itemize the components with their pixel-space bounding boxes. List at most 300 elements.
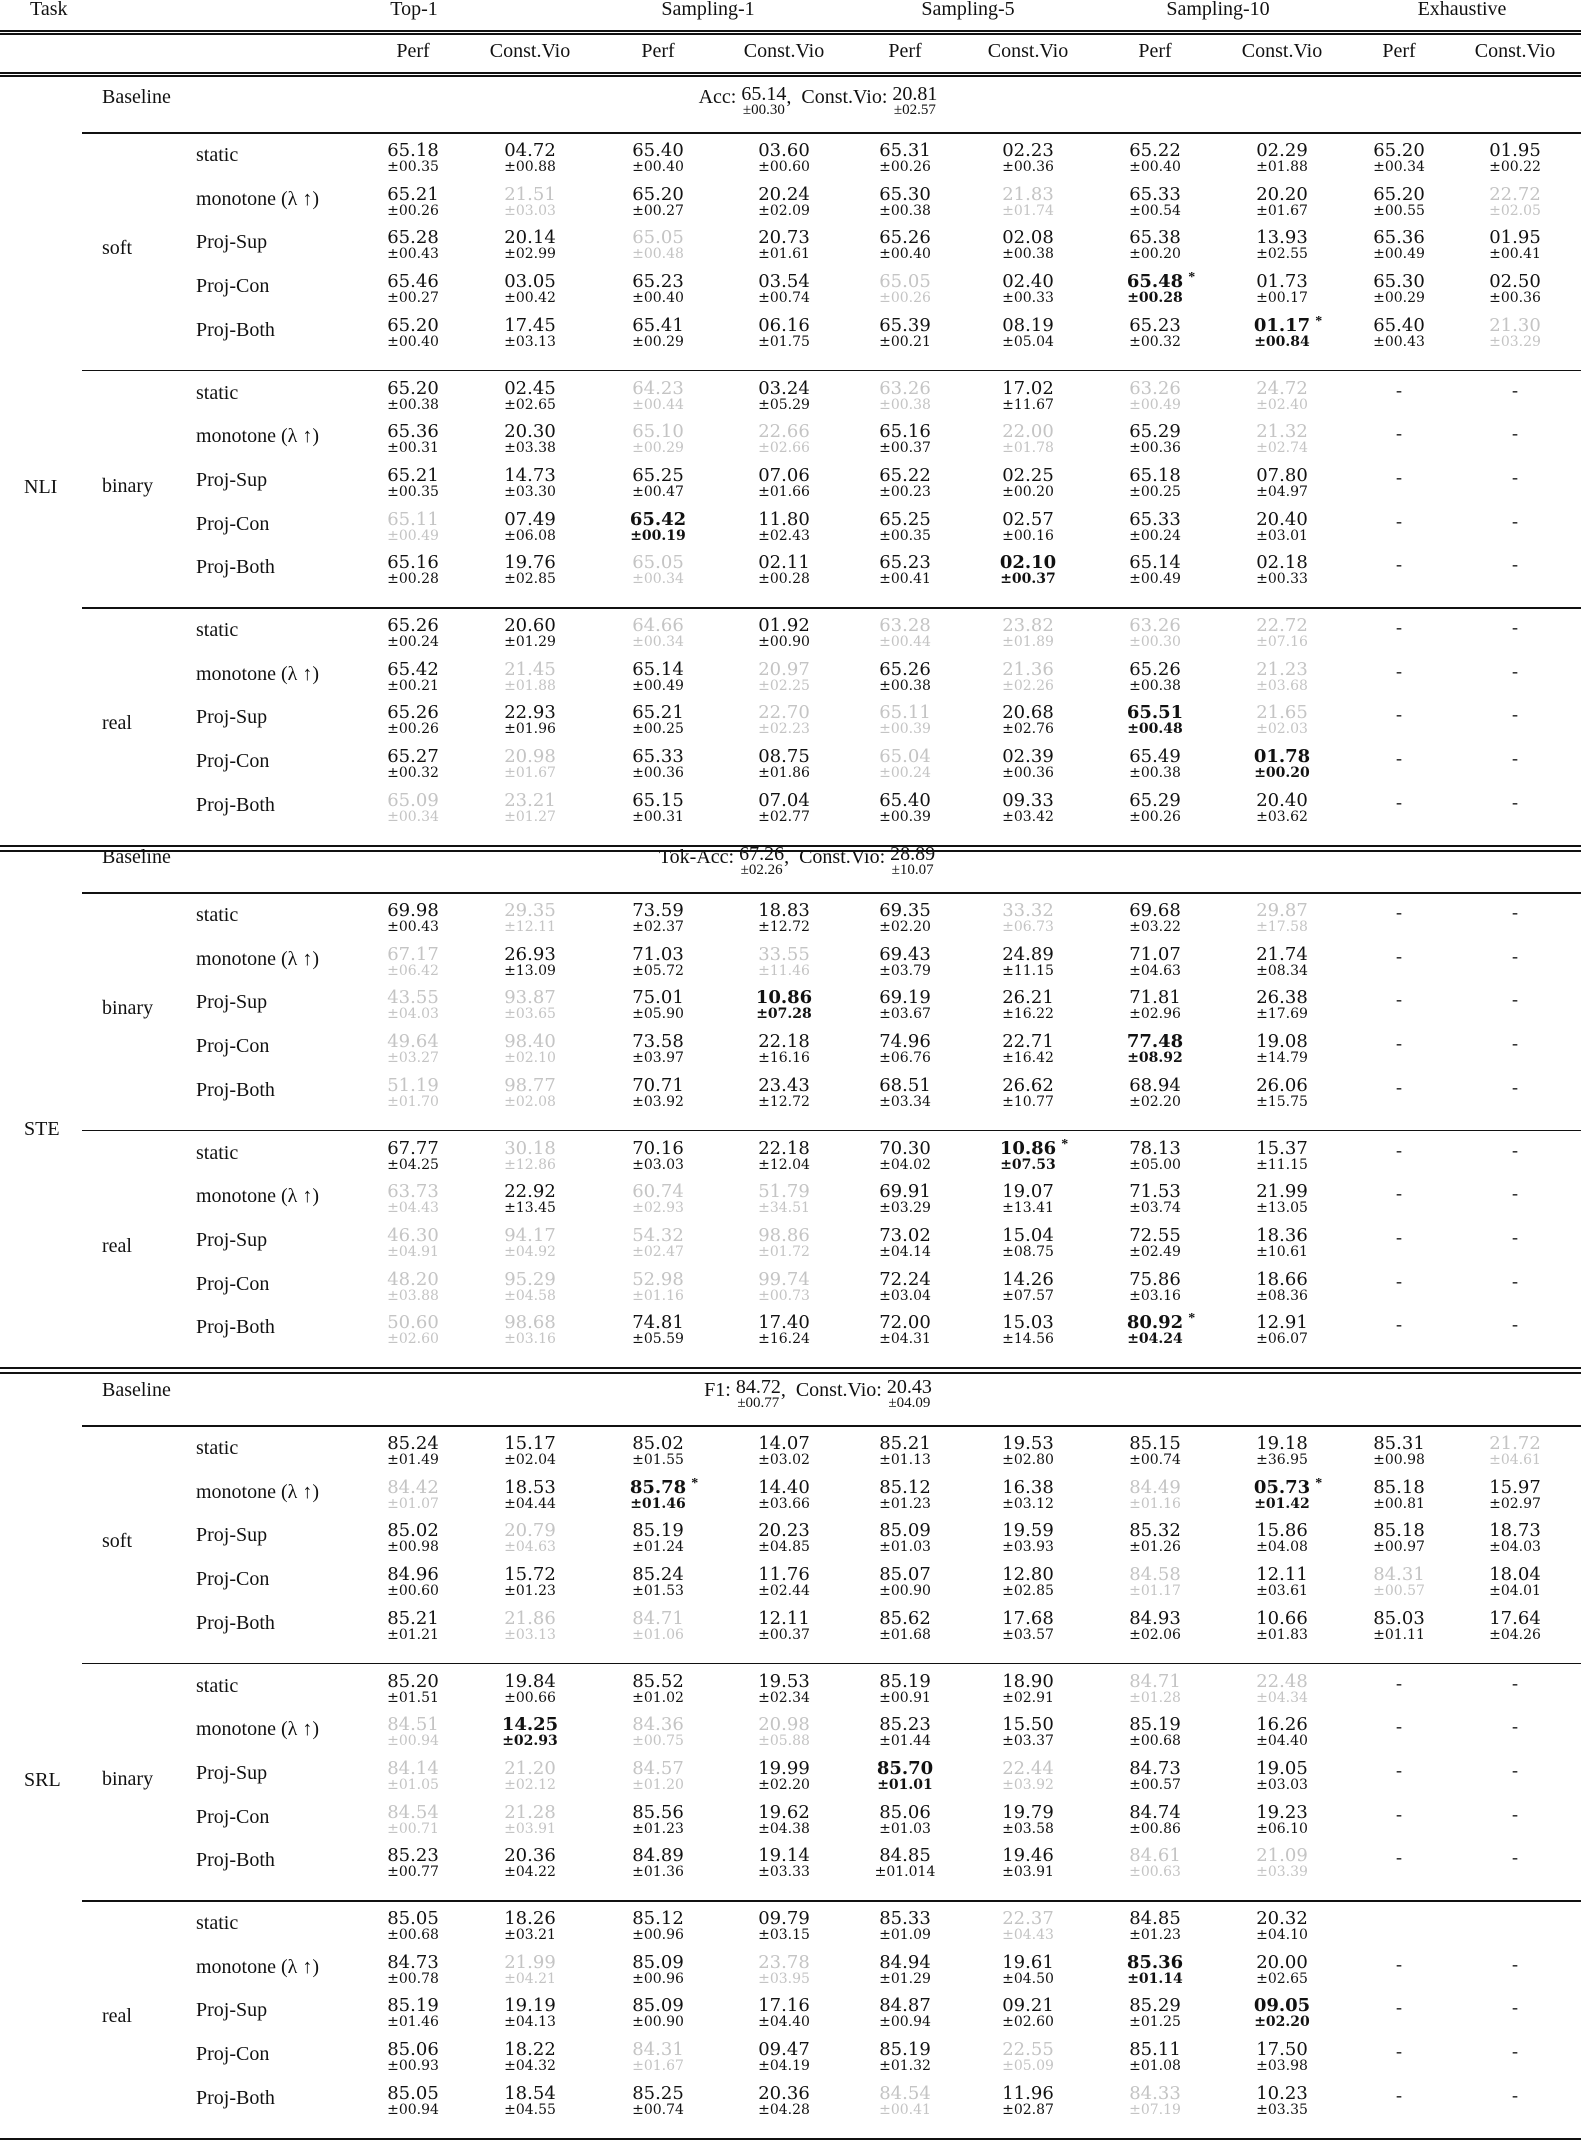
table-row xyxy=(0,1140,1581,1184)
perf-cell: 65.23 ±00.40 xyxy=(632,274,684,306)
perf-cell: 65.40 ±00.40 xyxy=(632,143,684,175)
constvio-cell: 19.53 ±02.80 xyxy=(1002,1436,1054,1468)
constvio-cell: 21.51 ±03.03 xyxy=(504,187,556,219)
perf-cell: 50.60 ±02.60 xyxy=(387,1315,439,1347)
block-real xyxy=(0,1910,1581,2129)
empty-cell-dash: - xyxy=(1396,554,1402,575)
perf-cell: 85.19 ±00.68 xyxy=(1129,1717,1181,1749)
constraint-type-label: real xyxy=(102,712,132,735)
perf-cell: 65.20 ±00.40 xyxy=(387,318,439,350)
header-constvio: Const.Vio xyxy=(988,40,1068,63)
table-row xyxy=(0,467,1581,511)
constvio-cell: 02.08 ±00.38 xyxy=(1002,230,1054,262)
perf-cell: 68.51 ±03.34 xyxy=(879,1078,931,1110)
perf-cell: 85.02 ±00.98 xyxy=(387,1523,439,1555)
constvio-cell: 17.50 ±03.98 xyxy=(1256,2042,1308,2074)
constvio-cell: 19.99 ±02.20 xyxy=(758,1761,810,1793)
perf-cell: 84.14 ±01.05 xyxy=(387,1761,439,1793)
method-label: Proj-Both xyxy=(196,794,275,817)
perf-cell: 70.71 ±03.92 xyxy=(632,1078,684,1110)
perf-cell: 63.26 ±00.49 xyxy=(1129,381,1181,413)
empty-cell-dash: - xyxy=(1512,1314,1518,1335)
perf-cell: 85.09 ±00.90 xyxy=(632,1998,684,2030)
perf-cell: 84.93 ±02.06 xyxy=(1129,1611,1181,1643)
constvio-cell: 20.79 ±04.63 xyxy=(504,1523,556,1555)
perf-cell: 84.51 ±00.94 xyxy=(387,1717,439,1749)
method-label: Proj-Con xyxy=(196,750,269,773)
constvio-cell: 23.78 ±03.95 xyxy=(758,1955,810,1987)
constvio-cell: 15.72 ±01.23 xyxy=(504,1567,556,1599)
empty-cell-dash: - xyxy=(1396,902,1402,923)
perf-cell: 60.74 ±02.93 xyxy=(632,1184,684,1216)
perf-cell: 65.42 ±00.19 xyxy=(630,512,686,544)
constvio-cell: 14.40 ±03.66 xyxy=(758,1480,810,1512)
header-group-sampling10: Sampling-10 xyxy=(1166,0,1269,21)
perf-cell: 85.11 ±01.08 xyxy=(1129,2042,1181,2074)
constvio-cell: 12.11 ±00.37 xyxy=(758,1611,810,1643)
constvio-cell: 98.40 ±02.10 xyxy=(504,1034,556,1066)
perf-cell: 84.85 ±01.014 xyxy=(875,1848,936,1880)
method-label: Proj-Both xyxy=(196,1849,275,1872)
constvio-cell: 18.26 ±03.21 xyxy=(504,1911,556,1943)
constvio-cell: 20.00 ±02.65 xyxy=(1256,1955,1308,1987)
header-perf: Perf xyxy=(641,40,674,63)
constvio-cell: 21.36 ±02.26 xyxy=(1002,662,1054,694)
perf-cell: 84.49 ±01.16 xyxy=(1129,1480,1181,1512)
constvio-cell: 19.46 ±03.91 xyxy=(1002,1848,1054,1880)
perf-cell: 85.09 ±01.03 xyxy=(879,1523,931,1555)
block-binary xyxy=(0,1673,1581,1892)
perf-cell: 65.18 ±00.25 xyxy=(1129,468,1181,500)
constvio-cell: 33.55 ±11.46 xyxy=(758,947,810,979)
constvio-cell: 22.93 ±01.96 xyxy=(504,705,556,737)
perf-cell: 80.92 ±04.24 * xyxy=(1127,1315,1183,1347)
task-label: STE xyxy=(24,1118,60,1141)
rule-header-1 xyxy=(0,72,1581,74)
constvio-cell: 17.45 ±03.13 xyxy=(504,318,556,350)
table-row xyxy=(0,1479,1581,1523)
empty-cell-dash: - xyxy=(1396,989,1402,1010)
empty-cell-dash: - xyxy=(1512,1716,1518,1737)
perf-cell: 71.07 ±04.63 xyxy=(1129,947,1181,979)
table-row xyxy=(0,792,1581,836)
constvio-cell: 10.86 ±07.53 * xyxy=(1000,1141,1056,1173)
empty-cell-dash: - xyxy=(1512,1954,1518,1975)
constraint-type-label: real xyxy=(102,2005,132,2028)
significance-star: * xyxy=(691,1476,698,1492)
block-divider xyxy=(82,1130,1581,1132)
constvio-cell: 98.68 ±03.16 xyxy=(504,1315,556,1347)
constvio-cell: 22.66 ±02.66 xyxy=(758,424,810,456)
perf-cell: 65.16 ±00.28 xyxy=(387,555,439,587)
method-label: Proj-Con xyxy=(196,2043,269,2066)
perf-cell: 84.54 ±00.41 xyxy=(879,2086,931,2118)
perf-cell: 85.32 ±01.26 xyxy=(1129,1523,1181,1555)
constvio-cell: 19.07 ±13.41 xyxy=(1002,1184,1054,1216)
constvio-cell: 33.32 ±06.73 xyxy=(1002,903,1054,935)
empty-cell-dash: - xyxy=(1512,704,1518,725)
table-row xyxy=(0,423,1581,467)
empty-cell-dash: - xyxy=(1396,1997,1402,2018)
empty-cell-dash: - xyxy=(1396,1954,1402,1975)
method-label: Proj-Both xyxy=(196,2087,275,2110)
perf-cell: 84.31 ±00.57 xyxy=(1373,1567,1425,1599)
constvio-cell: 14.73 ±03.30 xyxy=(504,468,556,500)
constvio-cell: 22.37 ±04.43 xyxy=(1002,1911,1054,1943)
constvio-cell: 26.21 ±16.22 xyxy=(1002,990,1054,1022)
empty-cell-dash: - xyxy=(1512,1271,1518,1292)
perf-cell: 65.18 ±00.35 xyxy=(387,143,439,175)
constvio-cell: 95.29 ±04.58 xyxy=(504,1272,556,1304)
constvio-cell: 12.80 ±02.85 xyxy=(1002,1567,1054,1599)
empty-cell-dash: - xyxy=(1512,1077,1518,1098)
perf-cell: 65.16 ±00.37 xyxy=(879,424,931,456)
significance-star: * xyxy=(1061,1137,1068,1153)
constvio-cell: 19.14 ±03.33 xyxy=(758,1848,810,1880)
perf-cell: 69.98 ±00.43 xyxy=(387,903,439,935)
empty-cell-dash: - xyxy=(1512,380,1518,401)
constvio-cell: 22.18 ±12.04 xyxy=(758,1141,810,1173)
constvio-cell: 20.24 ±02.09 xyxy=(758,187,810,219)
perf-cell: 85.05 ±00.94 xyxy=(387,2086,439,2118)
baseline-vio-value: 20.43 ±04.09 xyxy=(887,1379,932,1411)
constvio-cell: 20.60 ±01.29 xyxy=(504,618,556,650)
block-divider xyxy=(82,132,1581,134)
constvio-cell: 20.98 ±05.88 xyxy=(758,1717,810,1749)
significance-star: * xyxy=(1188,1311,1195,1327)
constvio-cell: 26.06 ±15.75 xyxy=(1256,1078,1308,1110)
empty-cell-dash: - xyxy=(1512,1760,1518,1781)
constvio-cell: 14.07 ±03.02 xyxy=(758,1436,810,1468)
header-row-subcols xyxy=(0,34,1581,70)
method-label: static xyxy=(196,382,238,405)
constvio-cell: 98.77 ±02.08 xyxy=(504,1078,556,1110)
constvio-cell: 18.83 ±12.72 xyxy=(758,903,810,935)
perf-cell: 65.05 ±00.48 xyxy=(632,230,684,262)
perf-cell: 65.04 ±00.24 xyxy=(879,749,931,781)
constvio-cell: 18.04 ±04.01 xyxy=(1489,1567,1541,1599)
constvio-cell: 17.02 ±11.67 xyxy=(1002,381,1054,413)
method-label: monotone (λ ↑) xyxy=(196,188,319,211)
perf-cell: 65.23 ±00.32 xyxy=(1129,318,1181,350)
constvio-cell: 19.84 ±00.66 xyxy=(504,1674,556,1706)
table-row xyxy=(0,273,1581,317)
constvio-cell: 22.18 ±16.16 xyxy=(758,1034,810,1066)
perf-cell: 65.26 ±00.40 xyxy=(879,230,931,262)
method-label: Proj-Sup xyxy=(196,1524,267,1547)
constvio-cell: 15.97 ±02.97 xyxy=(1489,1480,1541,1512)
method-label: Proj-Sup xyxy=(196,1762,267,1785)
perf-cell: 84.33 ±07.19 xyxy=(1129,2086,1181,2118)
constvio-cell: 01.17 ±00.84 * xyxy=(1254,318,1310,350)
perf-cell: 84.85 ±01.23 xyxy=(1129,1911,1181,1943)
perf-cell: 85.52 ±01.02 xyxy=(632,1674,684,1706)
constvio-cell: 94.17 ±04.92 xyxy=(504,1228,556,1260)
perf-cell: 65.21 ±00.25 xyxy=(632,705,684,737)
header-group-top1: Top-1 xyxy=(390,0,437,21)
perf-cell: 63.73 ±04.43 xyxy=(387,1184,439,1216)
perf-cell: 65.21 ±00.35 xyxy=(387,468,439,500)
perf-cell: 77.48 ±08.92 xyxy=(1127,1034,1183,1066)
constvio-cell: 03.60 ±00.60 xyxy=(758,143,810,175)
perf-cell: 65.33 ±00.54 xyxy=(1129,187,1181,219)
table-row xyxy=(0,1954,1581,1998)
constvio-cell: 18.90 ±02.91 xyxy=(1002,1674,1054,1706)
constvio-cell: 21.65 ±02.03 xyxy=(1256,705,1308,737)
perf-cell: 65.30 ±00.29 xyxy=(1373,274,1425,306)
constvio-cell: 09.21 ±02.60 xyxy=(1002,1998,1054,2030)
constvio-cell: 22.44 ±03.92 xyxy=(1002,1761,1054,1793)
rule-top-1 xyxy=(0,30,1581,32)
constvio-cell: 15.86 ±04.08 xyxy=(1256,1523,1308,1555)
constvio-cell: 22.55 ±05.09 xyxy=(1002,2042,1054,2074)
perf-cell: 65.26 ±00.38 xyxy=(879,662,931,694)
constraint-type-label: binary xyxy=(102,1768,153,1791)
table-row xyxy=(0,1610,1581,1654)
method-label: Proj-Both xyxy=(196,1316,275,1339)
block-divider xyxy=(82,370,1581,372)
constvio-cell: 18.66 ±08.36 xyxy=(1256,1272,1308,1304)
method-label: static xyxy=(196,1675,238,1698)
constvio-cell: 21.99 ±04.21 xyxy=(504,1955,556,1987)
header-perf: Perf xyxy=(888,40,921,63)
perf-cell: 73.58 ±03.97 xyxy=(632,1034,684,1066)
constvio-cell: 15.03 ±14.56 xyxy=(1002,1315,1054,1347)
constvio-cell: 07.49 ±06.08 xyxy=(504,512,556,544)
header-constvio: Const.Vio xyxy=(1475,40,1555,63)
perf-cell: 84.58 ±01.17 xyxy=(1129,1567,1181,1599)
perf-cell: 68.94 ±02.20 xyxy=(1129,1078,1181,1110)
perf-cell: 65.21 ±00.26 xyxy=(387,187,439,219)
empty-cell-dash: - xyxy=(1396,1314,1402,1335)
constvio-cell: 22.72 ±02.05 xyxy=(1489,187,1541,219)
perf-cell: 65.10 ±00.29 xyxy=(632,424,684,456)
constvio-cell: 18.53 ±04.44 xyxy=(504,1480,556,1512)
perf-cell: 85.06 ±01.03 xyxy=(879,1805,931,1837)
constvio-cell: 22.48 ±04.34 xyxy=(1256,1674,1308,1706)
table-row xyxy=(0,1077,1581,1121)
empty-cell-dash: - xyxy=(1396,661,1402,682)
perf-cell: 65.09 ±00.34 xyxy=(387,793,439,825)
block-divider xyxy=(82,892,1581,894)
block-binary xyxy=(0,380,1581,599)
constvio-cell: 98.86 ±01.72 xyxy=(758,1228,810,1260)
empty-cell-dash: - xyxy=(1512,902,1518,923)
table-row xyxy=(0,1566,1581,1610)
perf-cell: 65.26 ±00.38 xyxy=(1129,662,1181,694)
table-row xyxy=(0,1804,1581,1848)
header-constvio: Const.Vio xyxy=(490,40,570,63)
perf-cell: 84.73 ±00.78 xyxy=(387,1955,439,1987)
method-label: Proj-Con xyxy=(196,1273,269,1296)
perf-cell: 65.27 ±00.32 xyxy=(387,749,439,781)
block-real xyxy=(0,1140,1581,1359)
perf-cell: 65.26 ±00.26 xyxy=(387,705,439,737)
method-label: Proj-Sup xyxy=(196,1999,267,2022)
perf-cell: 43.55 ±04.03 xyxy=(387,990,439,1022)
constvio-cell: 19.79 ±03.58 xyxy=(1002,1805,1054,1837)
perf-cell: 85.05 ±00.68 xyxy=(387,1911,439,1943)
method-label: Proj-Sup xyxy=(196,991,267,1014)
constvio-cell: 17.64 ±04.26 xyxy=(1489,1611,1541,1643)
perf-cell: 85.02 ±01.55 xyxy=(632,1436,684,1468)
perf-cell: 69.43 ±03.79 xyxy=(879,947,931,979)
perf-cell: 70.16 ±03.03 xyxy=(632,1141,684,1173)
perf-cell: 65.20 ±00.34 xyxy=(1373,143,1425,175)
perf-cell: 65.41 ±00.29 xyxy=(632,318,684,350)
constvio-cell: 16.26 ±04.40 xyxy=(1256,1717,1308,1749)
perf-cell: 65.22 ±00.23 xyxy=(879,468,931,500)
baseline-label: Baseline xyxy=(102,86,171,109)
perf-cell: 85.78 ±01.46 * xyxy=(630,1480,686,1512)
table-row xyxy=(0,2041,1581,2085)
constvio-cell: 19.61 ±04.50 xyxy=(1002,1955,1054,1987)
method-label: monotone (λ ↑) xyxy=(196,663,319,686)
header-constvio: Const.Vio xyxy=(1242,40,1322,63)
perf-cell: 46.30 ±04.91 xyxy=(387,1228,439,1260)
empty-cell-dash: - xyxy=(1396,792,1402,813)
empty-cell-dash: - xyxy=(1396,511,1402,532)
constvio-cell: 18.73 ±04.03 xyxy=(1489,1523,1541,1555)
method-label: Proj-Sup xyxy=(196,1229,267,1252)
empty-cell-dash: - xyxy=(1512,946,1518,967)
perf-cell: 69.68 ±03.22 xyxy=(1129,903,1181,935)
task-label: NLI xyxy=(24,476,57,499)
constvio-cell: 02.45 ±02.65 xyxy=(504,381,556,413)
constvio-cell: 22.00 ±01.78 xyxy=(1002,424,1054,456)
perf-cell: 73.59 ±02.37 xyxy=(632,903,684,935)
baseline-vio-value: 28.89 ±10.07 xyxy=(890,846,935,878)
perf-cell: 85.12 ±01.23 xyxy=(879,1480,931,1512)
empty-cell-dash: - xyxy=(1396,748,1402,769)
table-row xyxy=(0,1716,1581,1760)
table-row xyxy=(0,1435,1581,1479)
perf-cell: 85.19 ±00.91 xyxy=(879,1674,931,1706)
header-group-exhaustive: Exhaustive xyxy=(1418,0,1507,21)
table-row xyxy=(0,1997,1581,2041)
perf-cell: 85.36 ±01.14 xyxy=(1127,1955,1183,1987)
constvio-cell: 26.93 ±13.09 xyxy=(504,947,556,979)
constraint-type-label: binary xyxy=(102,997,153,1020)
method-label: monotone (λ ↑) xyxy=(196,1185,319,1208)
constvio-cell: 03.05 ±00.42 xyxy=(504,274,556,306)
constvio-cell: 23.82 ±01.89 xyxy=(1002,618,1054,650)
perf-cell: 65.11 ±00.49 xyxy=(387,512,439,544)
task-label: SRL xyxy=(24,1769,61,1792)
method-label: Proj-Con xyxy=(196,513,269,536)
constvio-cell: 18.36 ±10.61 xyxy=(1256,1228,1308,1260)
baseline-metric-value: 65.14 ±00.30 xyxy=(741,86,786,118)
perf-cell: 84.42 ±01.07 xyxy=(387,1480,439,1512)
perf-cell: 51.19 ±01.70 xyxy=(387,1078,439,1110)
perf-cell: 85.23 ±01.44 xyxy=(879,1717,931,1749)
empty-cell-dash: - xyxy=(1512,1673,1518,1694)
constvio-cell: 01.95 ±00.22 xyxy=(1489,143,1541,175)
constvio-cell: 20.73 ±01.61 xyxy=(758,230,810,262)
empty-cell-dash: - xyxy=(1512,1227,1518,1248)
perf-cell: 78.13 ±05.00 xyxy=(1129,1141,1181,1173)
constvio-cell: 29.87 ±17.58 xyxy=(1256,903,1308,935)
header-row-groups xyxy=(0,0,1581,30)
constvio-cell: 19.18 ±36.95 xyxy=(1256,1436,1308,1468)
empty-cell-dash: - xyxy=(1396,704,1402,725)
header-group-sampling1: Sampling-1 xyxy=(661,0,754,21)
constvio-cell: 20.30 ±03.38 xyxy=(504,424,556,456)
empty-cell-dash: - xyxy=(1396,380,1402,401)
perf-cell: 48.20 ±03.88 xyxy=(387,1272,439,1304)
empty-cell-dash: - xyxy=(1512,423,1518,444)
perf-cell: 65.42 ±00.21 xyxy=(387,662,439,694)
table-row xyxy=(0,1673,1581,1717)
table-row xyxy=(0,380,1581,424)
constvio-cell: 11.76 ±02.44 xyxy=(758,1567,810,1599)
constvio-cell: 20.97 ±02.25 xyxy=(758,662,810,694)
perf-cell: 65.05 ±00.34 xyxy=(632,555,684,587)
constvio-cell: 19.19 ±04.13 xyxy=(504,1998,556,2030)
perf-cell: 70.30 ±04.02 xyxy=(879,1141,931,1173)
table-row xyxy=(0,142,1581,186)
constvio-cell: 03.24 ±05.29 xyxy=(758,381,810,413)
empty-cell-dash: - xyxy=(1512,661,1518,682)
empty-cell-dash: - xyxy=(1512,511,1518,532)
constvio-cell: 12.11 ±03.61 xyxy=(1256,1567,1308,1599)
perf-cell: 84.36 ±00.75 xyxy=(632,1717,684,1749)
method-label: static xyxy=(196,1142,238,1165)
constvio-cell: 09.33 ±03.42 xyxy=(1002,793,1054,825)
perf-cell: 84.54 ±00.71 xyxy=(387,1805,439,1837)
perf-cell: 64.23 ±00.44 xyxy=(632,381,684,413)
perf-cell: 63.26 ±00.38 xyxy=(879,381,931,413)
perf-cell: 65.29 ±00.36 xyxy=(1129,424,1181,456)
empty-cell-dash: - xyxy=(1512,792,1518,813)
perf-cell: 65.25 ±00.35 xyxy=(879,512,931,544)
perf-cell: 65.14 ±00.49 xyxy=(632,662,684,694)
block-divider xyxy=(82,1900,1581,1902)
table-row xyxy=(0,1314,1581,1358)
block-soft xyxy=(0,1435,1581,1654)
perf-cell: 52.98 ±01.16 xyxy=(632,1272,684,1304)
method-label: static xyxy=(196,144,238,167)
constvio-cell: 19.76 ±02.85 xyxy=(504,555,556,587)
constvio-cell: 16.38 ±03.12 xyxy=(1002,1480,1054,1512)
constvio-cell: 11.96 ±02.87 xyxy=(1002,2086,1054,2118)
header-perf: Perf xyxy=(396,40,429,63)
perf-cell: 65.29 ±00.26 xyxy=(1129,793,1181,825)
constvio-cell: 20.36 ±04.22 xyxy=(504,1848,556,1880)
perf-cell: 85.09 ±00.96 xyxy=(632,1955,684,1987)
constvio-cell: 21.30 ±03.29 xyxy=(1489,318,1541,350)
perf-cell: 72.24 ±03.04 xyxy=(879,1272,931,1304)
perf-cell: 84.87 ±00.94 xyxy=(879,1998,931,2030)
empty-cell-dash: - xyxy=(1396,2041,1402,2062)
empty-cell-dash: - xyxy=(1512,617,1518,638)
empty-cell-dash: - xyxy=(1396,2085,1402,2106)
perf-cell: 65.31 ±00.26 xyxy=(879,143,931,175)
constvio-cell: 02.50 ±00.36 xyxy=(1489,274,1541,306)
table-row xyxy=(0,1271,1581,1315)
table-row xyxy=(0,989,1581,1033)
empty-cell-dash: - xyxy=(1512,1804,1518,1825)
constvio-cell: 10.23 ±03.35 xyxy=(1256,2086,1308,2118)
constraint-type-label: soft xyxy=(102,237,132,260)
empty-cell-dash: - xyxy=(1512,748,1518,769)
perf-cell: 65.40 ±00.43 xyxy=(1373,318,1425,350)
constvio-cell: 30.18 ±12.86 xyxy=(504,1141,556,1173)
method-label: monotone (λ ↑) xyxy=(196,1481,319,1504)
table-row xyxy=(0,748,1581,792)
method-label: static xyxy=(196,619,238,642)
constvio-cell: 21.83 ±01.74 xyxy=(1002,187,1054,219)
